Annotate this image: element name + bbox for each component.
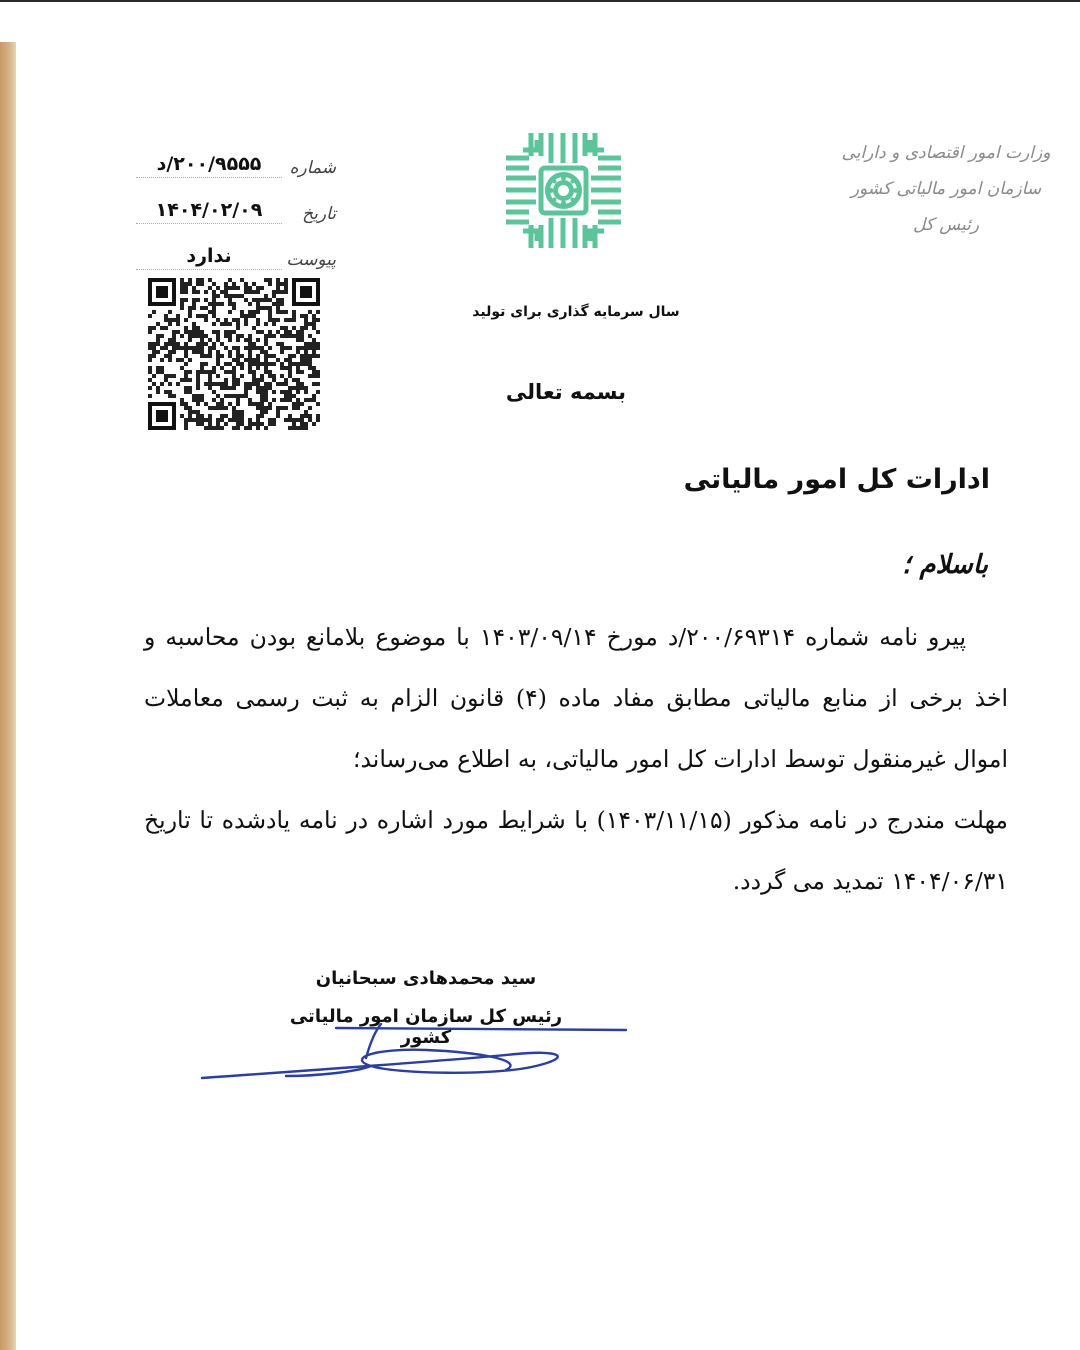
date-label: تاریخ [302,204,336,224]
body-paragraph-1 [144,607,1008,790]
attachment-row [136,224,336,270]
ministry-line-1: وزارت امور اقتصادی و دارایی [841,143,1051,163]
paragraph-1-text: پیرو نامه شماره ۲۰۰/۶۹۳۱۴/د مورخ ۱۴۰۳/۰۹/۱۴ با موضوع بلامانع بودن محاسبه و اخذ برخی از منابع مالیاتی مطابق مفاد ماده (۴) قانون الزام به ثبت رسمی معاملات اموال غیرمنقول توسط ادارات کل امور مالیاتی، به اطلاع می‌رساند؛ [144,623,1009,773]
body-paragraph-2: مهلت مندرج در نامه مذکور (۱۴۰۳/۱۱/۱۵) با شرایط مورد اشاره در نامه یادشده تا تاریخ ۱۴۰۴/۰۶/۳۱ تمدید می گردد. [144,806,1008,895]
number-value: ۲۰۰/۹۵۵۵/د [136,153,282,178]
ministry-line-3: رئیس کل [912,215,980,235]
basmala: بسمه تعالی [505,380,627,404]
number-label: شماره [289,158,336,178]
letter-meta [136,132,336,270]
tax-organization-logo-icon [501,128,626,253]
ministry-line-2: سازمان امور مالیاتی کشور [850,179,1042,199]
recipient: ادارات کل امور مالیاتی [683,464,990,495]
letter-body [144,607,1008,912]
signatory-name: سید محمدهادی سبحانیان [315,968,537,989]
letter-page [16,20,1080,1350]
top-border [0,0,1080,2]
date-value: ۱۴۰۴/۰۲/۰۹ [136,199,282,224]
signatory-title: رئیس کل سازمان امور مالیاتی کشور [289,1006,563,1048]
year-slogan: سال سرمایه گذاری برای تولید [472,304,680,320]
qr-code-icon [148,278,320,430]
paper-edge [0,42,16,1350]
number-row [136,132,336,178]
greeting: باسلام ؛ [902,550,988,580]
attachment-label: پیوست [286,250,336,270]
attachment-value: ندارد [136,245,282,270]
date-row [136,178,336,224]
ministry-header [816,135,1076,243]
